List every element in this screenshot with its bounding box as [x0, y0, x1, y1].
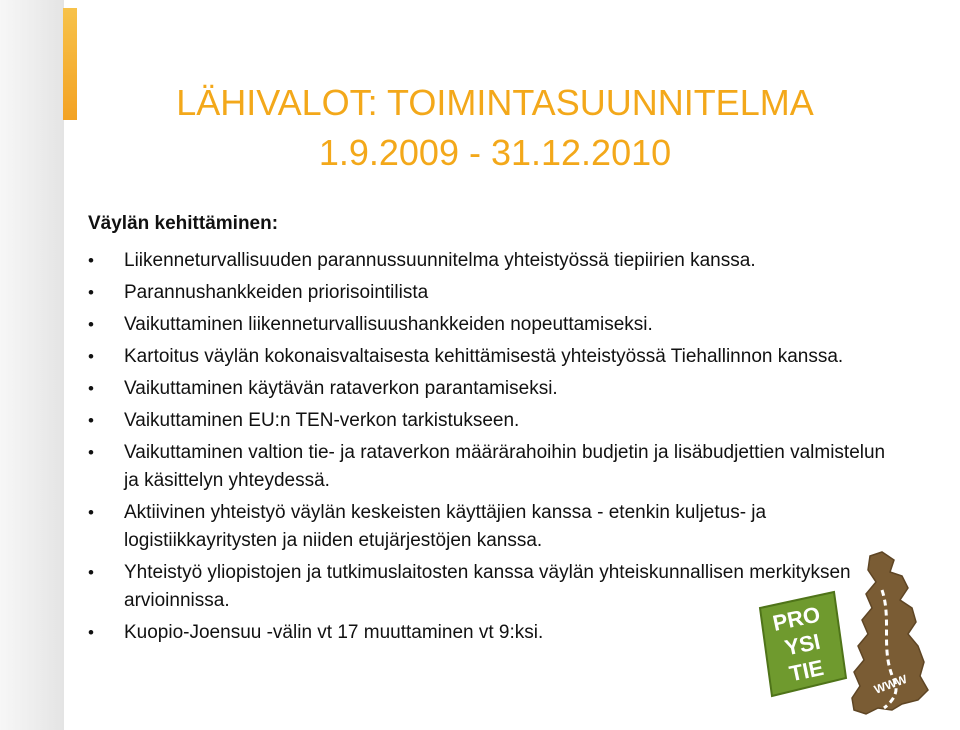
bullet-item	[88, 247, 888, 275]
bullet-icon: •	[88, 379, 94, 398]
bullet-icon: •	[88, 315, 94, 334]
proysitie-logo	[742, 550, 950, 720]
logo-word-ysi: YSI	[782, 628, 823, 661]
bullet-text: Vaikuttaminen EU:n TEN-verkon tarkistukseen.	[124, 410, 520, 431]
bullet-text: Kartoitus väylän kokonaisvaltaisesta kehittämisestä yhteistyössä Tiehallinnon kanssa.	[124, 346, 844, 367]
left-decor-stripe	[0, 0, 64, 730]
bullet-icon: •	[88, 503, 94, 522]
slide-title-line2: 1.9.2009 - 31.12.2010	[318, 132, 672, 173]
bullet-text: Vaikuttaminen käytävän rataverkon parantamiseksi.	[124, 378, 558, 399]
bullet-icon: •	[88, 347, 94, 366]
bullet-text: Aktiivinen yhteistyö väylän keskeisten käyttäjien kanssa - etenkin kuljetus- ja logistiikkayritysten ja niiden etujärjestöjen kanssa.	[124, 502, 767, 551]
bullet-text: Kuopio-Joensuu -välin vt 17 muuttaminen vt 9:ksi.	[124, 622, 544, 643]
bullet-icon: •	[88, 411, 94, 430]
bullet-item	[88, 499, 888, 555]
bullet-icon: •	[88, 251, 94, 270]
slide-title-line1: LÄHIVALOT: TOIMINTASUUNNITELMA	[176, 82, 814, 123]
slide-title	[100, 78, 890, 178]
bullet-item	[88, 375, 888, 403]
bullet-item	[88, 439, 888, 495]
bullet-item	[88, 311, 888, 339]
bullet-text: Parannushankkeiden priorisointilista	[124, 282, 429, 303]
bullet-icon: •	[88, 623, 94, 642]
bullet-text: Vaikuttaminen valtion tie- ja rataverkon määrärahoihin budjetin ja lisäbudjettien valmistelun ja käsittelyn yhteydessä.	[124, 442, 886, 491]
logo-word-tie: TIE	[787, 654, 826, 687]
bullet-icon: •	[88, 443, 94, 462]
logo-www-tag: WWW	[872, 671, 909, 697]
logo-word-pro: PRO	[770, 601, 823, 636]
bullet-text: Liikenneturvallisuuden parannussuunnitelma yhteistyössä tiepiirien kanssa.	[124, 250, 756, 271]
proysitie-badge	[760, 592, 846, 696]
bullet-text: Yhteistyö yliopistojen ja tutkimuslaitosten kanssa väylän yhteiskunnallisen merkityksen arvioinnissa.	[124, 562, 851, 611]
bullet-text: Vaikuttaminen liikenneturvallisuushankkeiden nopeuttamiseksi.	[124, 314, 653, 335]
bullet-item	[88, 279, 888, 307]
bullet-item	[88, 407, 888, 435]
bullet-icon: •	[88, 283, 94, 302]
section-heading: Väylän kehittäminen:	[88, 213, 279, 234]
bullet-icon: •	[88, 563, 94, 582]
title-accent-bar	[63, 8, 77, 120]
bullet-item	[88, 343, 888, 371]
